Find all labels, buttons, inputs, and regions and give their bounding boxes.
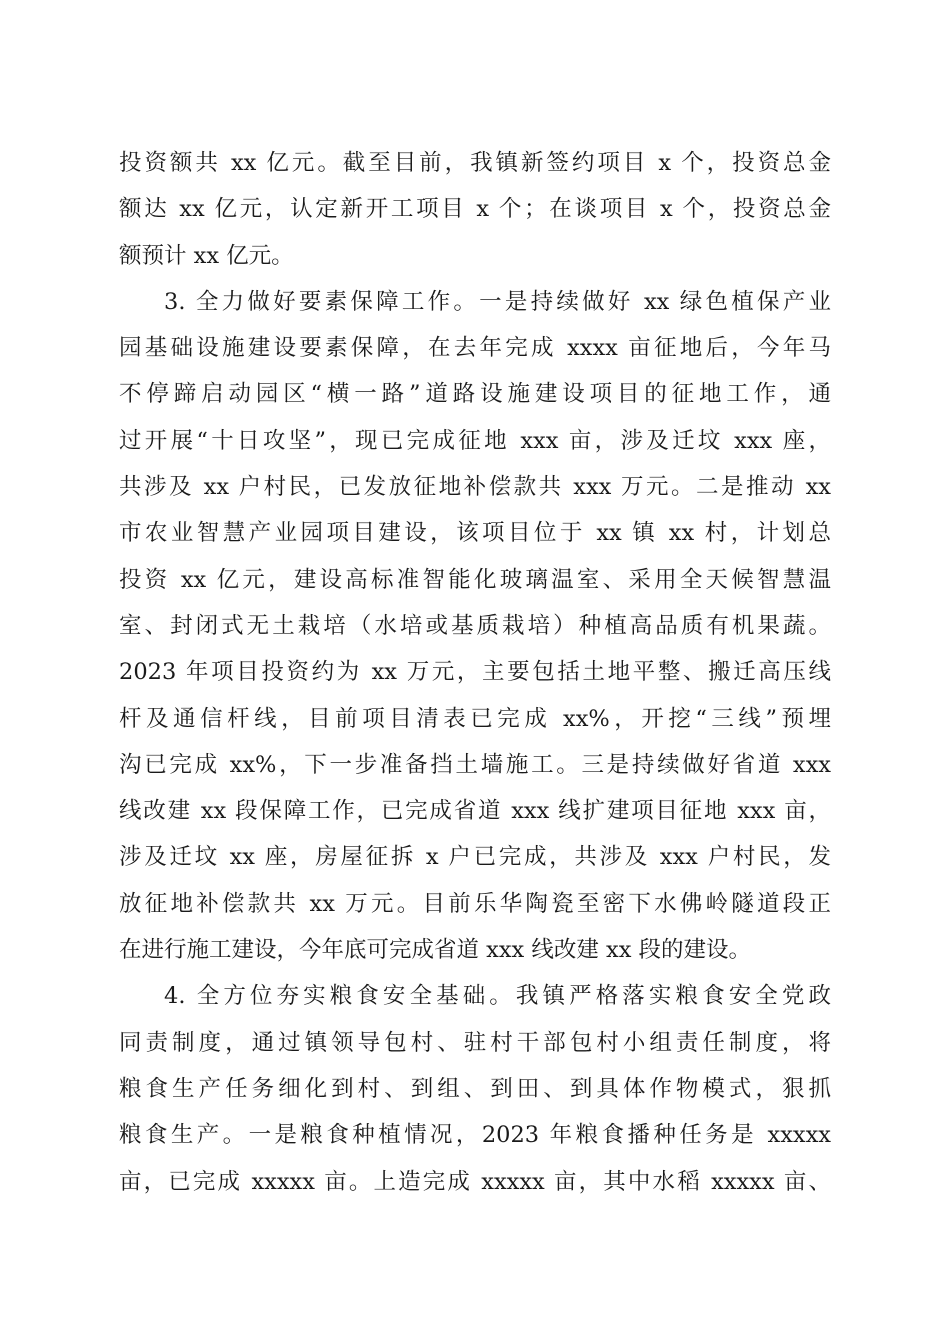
text-line: 同责制度，通过镇领导包村、驻村干部包村小组责任制度，将 — [119, 1029, 831, 1056]
text-line: 粮食生产。一是粮食种植情况，2023 年粮食播种任务是 xxxxx — [119, 1122, 831, 1149]
text-line: 放征地补偿款共 xx 万元。目前乐华陶瓷至密下水佛岭隧道段正 — [119, 890, 831, 917]
text-line: 投资额共 xx 亿元。截至目前，我镇新签约项目 x 个，投资总金 — [119, 150, 831, 176]
body-text — [119, 140, 831, 1205]
text-line: 3. 全力做好要素保障工作。一是持续做好 xx 绿色植保产业 — [164, 288, 831, 315]
text-line: 市农业智慧产业园项目建设，该项目位于 xx 镇 xx 村，计划总 — [119, 520, 831, 547]
text-line: 在进行施工建设，今年底可完成省道 xxx 线改建 xx 段的建设。 — [119, 937, 752, 964]
text-line: 园基础设施建设要素保障，在去年完成 xxxx 亩征地后，今年马 — [119, 335, 831, 362]
text-line: 不停蹄启动园区“横一路”道路设施建设项目的征地工作，通 — [119, 381, 831, 408]
text-line: 投资 xx 亿元，建设高标准智能化玻璃温室、采用全天候智慧温 — [119, 566, 831, 593]
text-line: 4. 全方位夯实粮食安全基础。我镇严格落实粮食安全党政 — [164, 983, 831, 1010]
text-line: 亩，已完成 xxxxx 亩。上造完成 xxxxx 亩，其中水稻 xxxxx 亩、 — [119, 1168, 831, 1195]
text-line: 过开展“十日攻坚”，现已完成征地 xxx 亩，涉及迁坟 xxx 座， — [119, 427, 831, 454]
text-line: 线改建 xx 段保障工作，已完成省道 xxx 线扩建项目征地 xxx 亩， — [119, 798, 831, 825]
text-line: 杆及通信杆线，目前项目清表已完成 xx%，开挖“三线”预埋 — [119, 705, 831, 732]
text-line: 额达 xx 亿元，认定新开工项目 x 个；在谈项目 x 个，投资总金 — [119, 196, 831, 223]
text-line: 2023 年项目投资约为 xx 万元，主要包括土地平整、搬迁高压线 — [119, 659, 831, 686]
text-line: 额预计 xx 亿元。 — [119, 242, 294, 269]
text-line: 室、封闭式无土栽培（水培或基质栽培）种植高品质有机果蔬。 — [119, 612, 831, 639]
text-line: 粮食生产任务细化到村、到组、到田、到具体作物模式，狠抓 — [119, 1075, 831, 1102]
text-line: 共涉及 xx 户村民，已发放征地补偿款共 xxx 万元。二是推动 xx — [119, 474, 831, 501]
text-line: 沟已完成 xx%，下一步准备挡土墙施工。三是持续做好省道 xxx — [119, 751, 831, 778]
text-line: 涉及迁坟 xx 座，房屋征拆 x 户已完成，共涉及 xxx 户村民，发 — [119, 844, 831, 871]
